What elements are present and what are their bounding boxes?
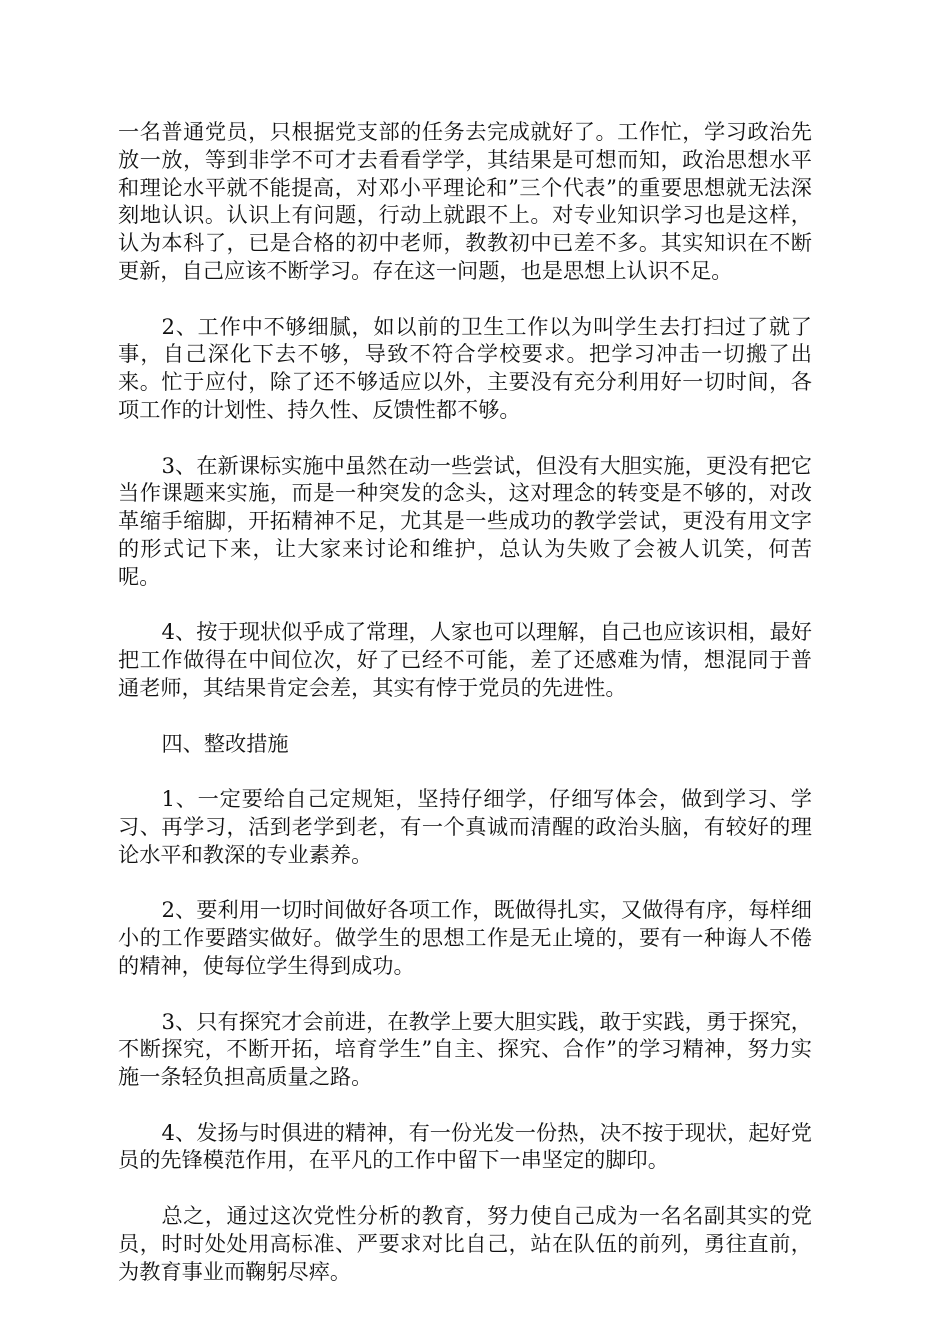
document-page [118,118,812,1285]
paragraph-item-2: 2、工作中不够细腻，如以前的卫生工作以为叫学生去打扫过了就了事，自己深化下去不够，导致不符合学校要求。把学习冲击一切搬了出来。忙于应付，除了还不够适应以外，主要没有充分利用好一切时间，各项工作的计划性、持久性、反馈性都不够。 [118,313,812,422]
measure-item-4: 4、发扬与时俱进的精神，有一份光发一份热，决不按于现状，起好党员的先锋模范作用，在平凡的工作中留下一串坚定的脚印。 [118,1119,812,1173]
paragraph-continuation: 一名普通党员，只根据党支部的任务去完成就好了。工作忙，学习政治先放一放，等到非学不可才去看看学学，其结果是可想而知，政治思想水平和理论水平就不能提高，对邓小平理论和”三个代表”的重要思想就无法深刻地认识。认识上有问题，行动上就跟不上。对专业知识学习也是这样，认为本科了，已是合格的初中老师，教教初中已差不多。其实知识在不断更新，自己应该不断学习。存在这一问题，也是思想上认识不足。 [118,119,812,283]
paragraph-item-3: 3、在新课标实施中虽然在动一些尝试，但没有大胆实施，更没有把它当作课题来实施，而是一种突发的念头，这对理念的转变是不够的，对改革缩手缩脚，开拓精神不足，尤其是一些成功的教学尝试，更没有用文字的形式记下来，让大家来讨论和维护，总认为失败了会被人讥笑，何苦呢。 [118,452,812,589]
paragraph-item-4: 4、按于现状似乎成了常理，人家也可以理解，自己也应该识相，最好把工作做得在中间位次，好了已经不可能，差了还感难为情，想混同于普通老师，其结果肯定会差，其实有悖于党员的先进性。 [118,619,812,700]
measure-item-1: 1、一定要给自己定规矩，坚持仔细学，仔细写体会，做到学习、学习、再学习，活到老学到老，有一个真诚而清醒的政治头脑，有较好的理论水平和教深的专业素养。 [118,786,812,867]
conclusion-paragraph: 总之，通过这次党性分析的教育，努力使自己成为一名名副其实的党员，时时处处用高标准、严要求对比自己，站在队伍的前列，勇往直前，为教育事业而鞠躬尽瘁。 [118,1203,812,1284]
measure-item-2: 2、要利用一切时间做好各项工作，既做得扎实，又做得有序，每样细小的工作要踏实做好。做学生的思想工作是无止境的，要有一种诲人不倦的精神，使每位学生得到成功。 [118,897,812,978]
measure-item-3: 3、只有探究才会前进，在教学上要大胆实践，敢于实践，勇于探究，不断探究，不断开拓，培育学生”自主、探究、合作”的学习精神，努力实施一条轻负担高质量之路。 [118,1008,812,1090]
section-heading-rectification: 四、整改措施 [161,730,289,756]
